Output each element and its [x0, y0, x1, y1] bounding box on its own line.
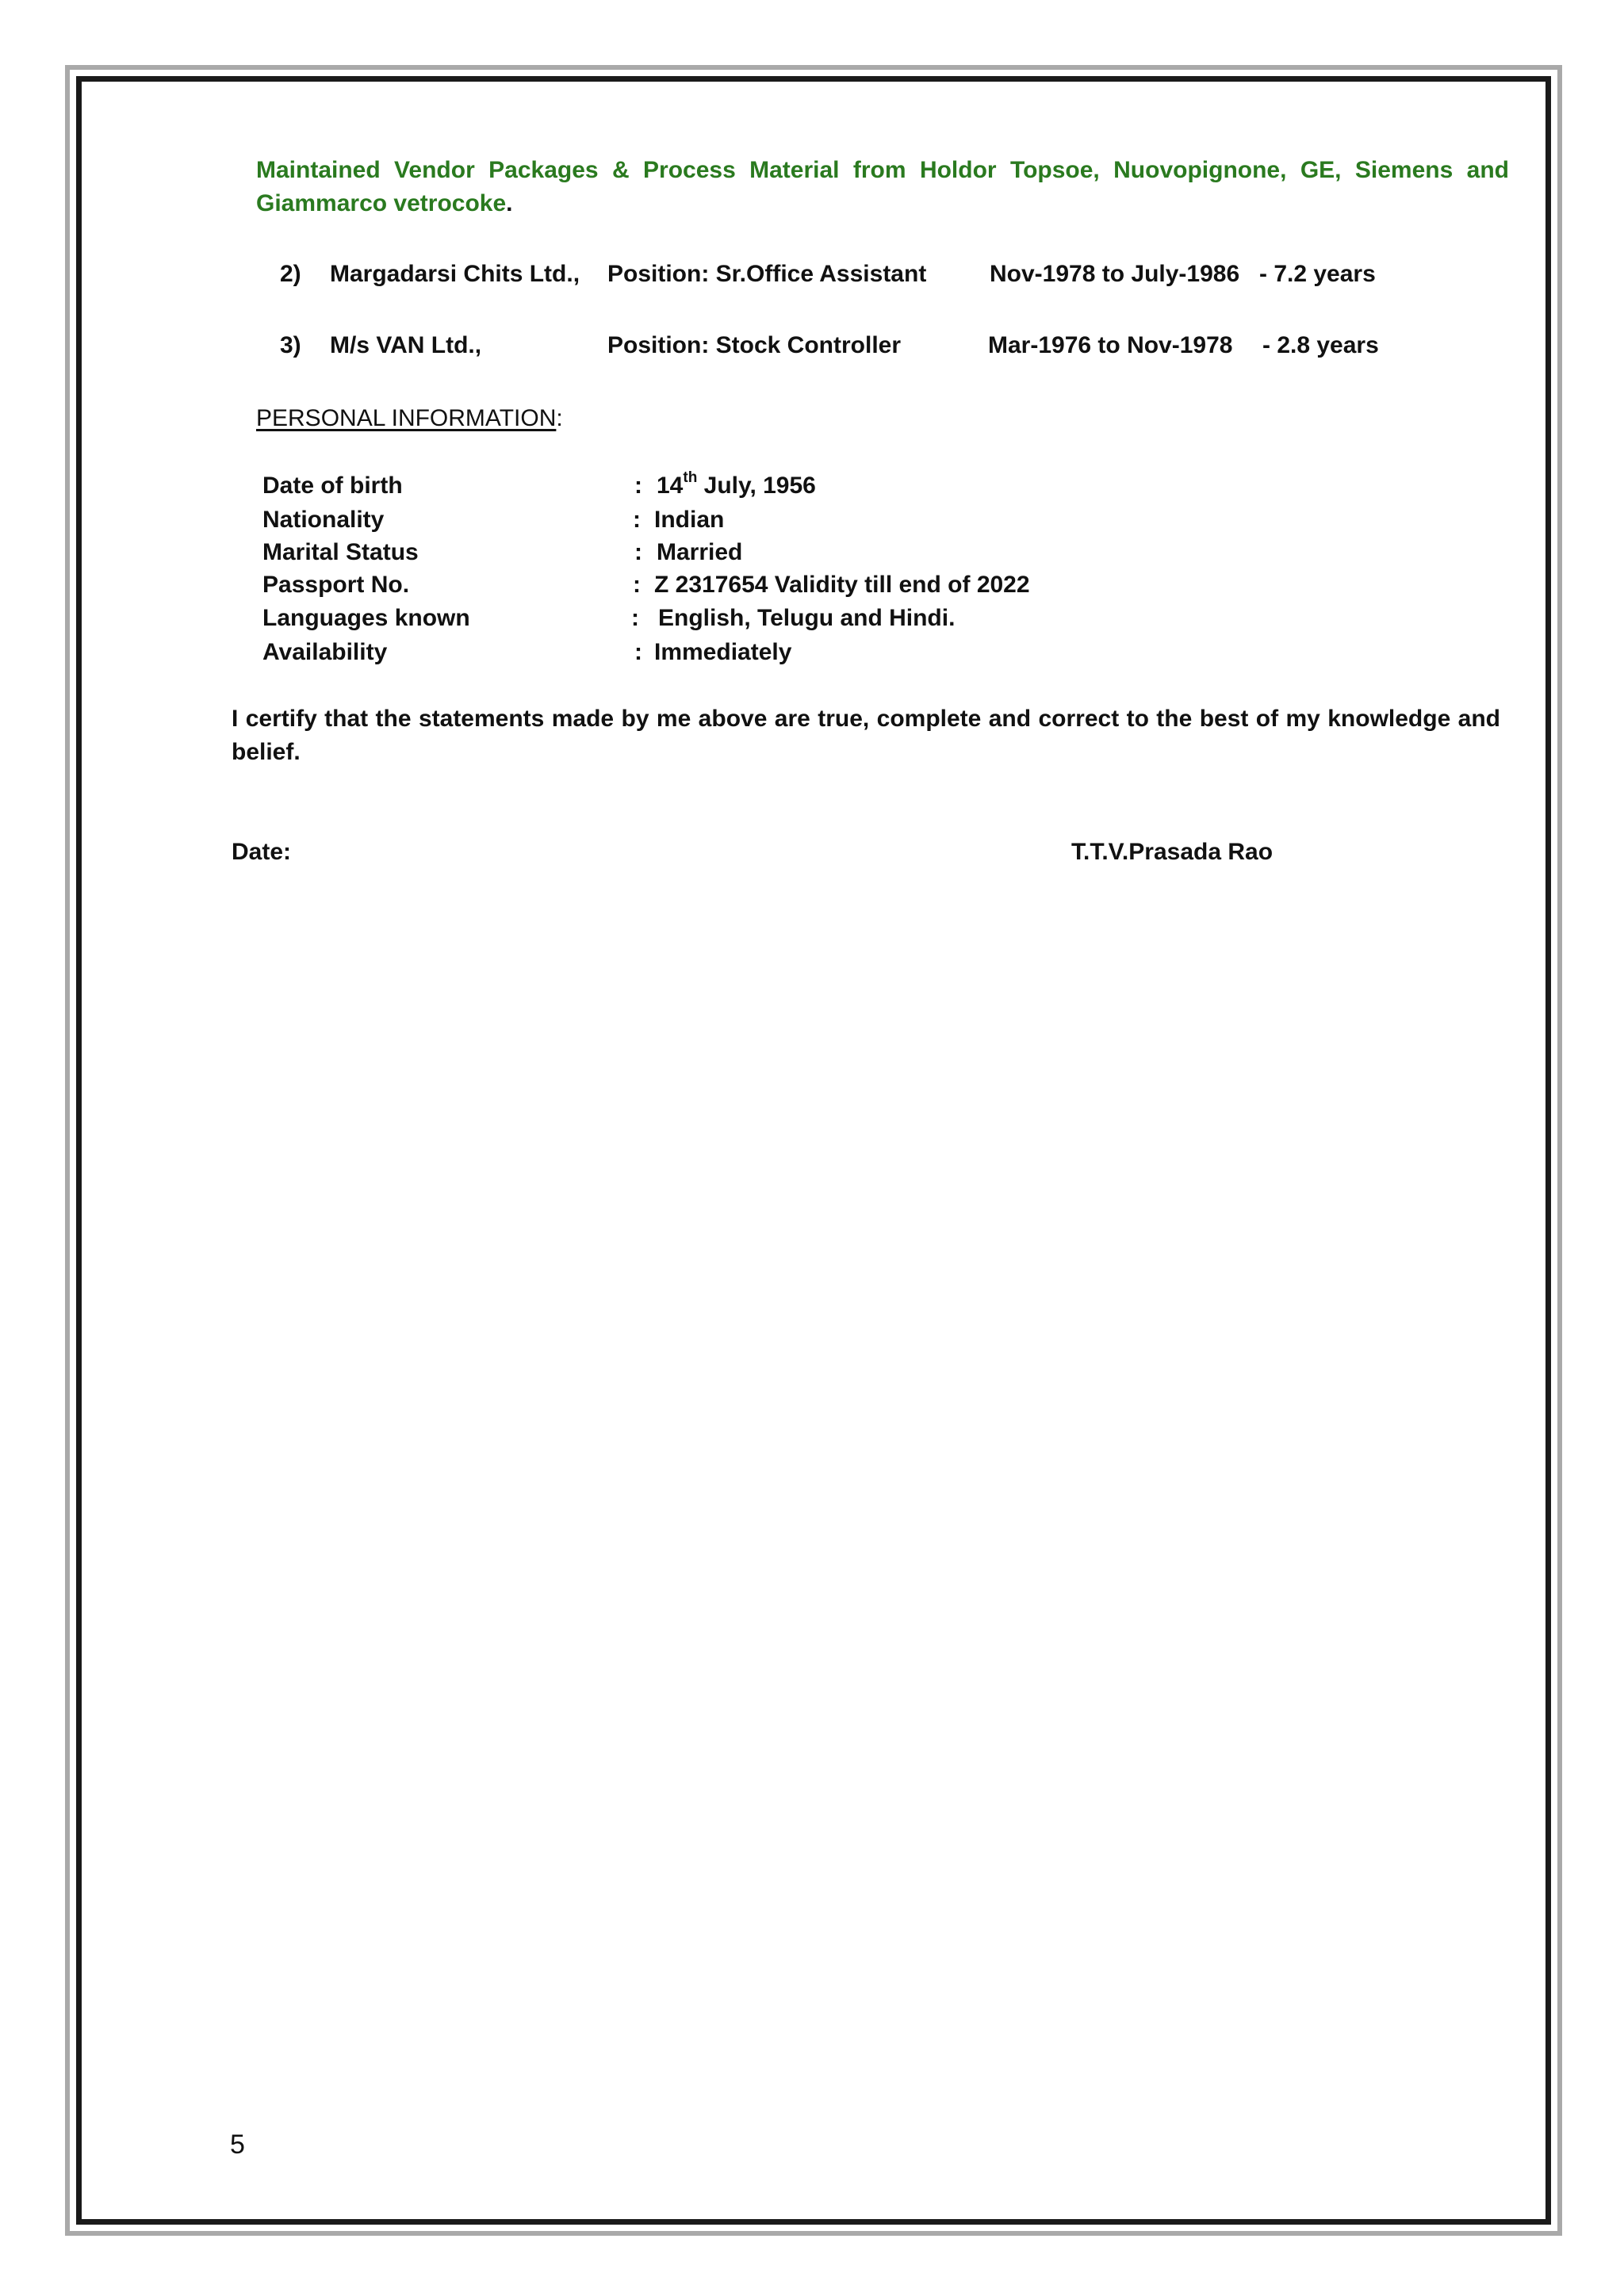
personal-information-heading-line	[256, 405, 563, 432]
experience-duration: - 7.2 years	[1259, 261, 1376, 287]
experience-company: M/s VAN Ltd.,	[330, 332, 482, 358]
personal-information-heading: PERSONAL INFORMATION	[256, 405, 557, 431]
vendor-packages-paragraph	[256, 154, 1509, 220]
experience-company: Margadarsi Chits Ltd.,	[330, 261, 580, 287]
dob-day: 14	[657, 473, 684, 499]
availability-value: Immediately	[654, 639, 792, 665]
nationality-value: Indian	[654, 507, 725, 533]
page-border-inner	[76, 76, 1551, 2225]
languages-colon: :	[631, 605, 639, 631]
experience-period: Nov-1978 to July-1986	[990, 261, 1240, 287]
languages-label: Languages known	[262, 605, 470, 631]
dob-value	[657, 469, 816, 499]
dob-suffix: th	[683, 469, 698, 486]
dob-colon: :	[634, 473, 642, 499]
marital-status-value: Married	[657, 539, 743, 565]
experience-number: 3)	[280, 332, 301, 358]
experience-duration: - 2.8 years	[1262, 332, 1379, 358]
declaration-text: I certify that the statements made by me above are true, complete and correct to the best of my knowledge and belief.	[232, 706, 1500, 765]
passport-value: Z 2317654 Validity till end of 2022	[654, 572, 1030, 598]
availability-label: Availability	[262, 639, 388, 665]
experience-period: Mar-1976 to Nov-1978	[988, 332, 1233, 358]
vendor-packages-text: Maintained Vendor Packages & Process Material from Holdor Topsoe, Nuovopignone, GE, Siemens and Giammarco vetrocoke	[256, 157, 1509, 216]
date-label: Date:	[232, 839, 292, 865]
signatory-name: T.T.V.Prasada Rao	[1071, 839, 1274, 865]
dob-rest: July, 1956	[697, 473, 816, 499]
passport-colon: :	[633, 572, 641, 598]
nationality-label: Nationality	[262, 507, 385, 533]
page-number: 5	[230, 2130, 245, 2160]
experience-number: 2)	[280, 261, 301, 287]
nationality-colon: :	[633, 507, 641, 533]
availability-colon: :	[634, 639, 642, 665]
passport-label: Passport No.	[262, 572, 410, 598]
experience-position: Position: Stock Controller	[607, 332, 902, 358]
paragraph-end-dot: .	[506, 190, 513, 216]
experience-position: Position: Sr.Office Assistant	[607, 261, 927, 287]
heading-colon: :	[556, 405, 563, 431]
dob-label: Date of birth	[262, 473, 403, 499]
languages-value: English, Telugu and Hindi.	[658, 605, 956, 631]
marital-status-colon: :	[634, 539, 642, 565]
marital-status-label: Marital Status	[262, 539, 419, 565]
